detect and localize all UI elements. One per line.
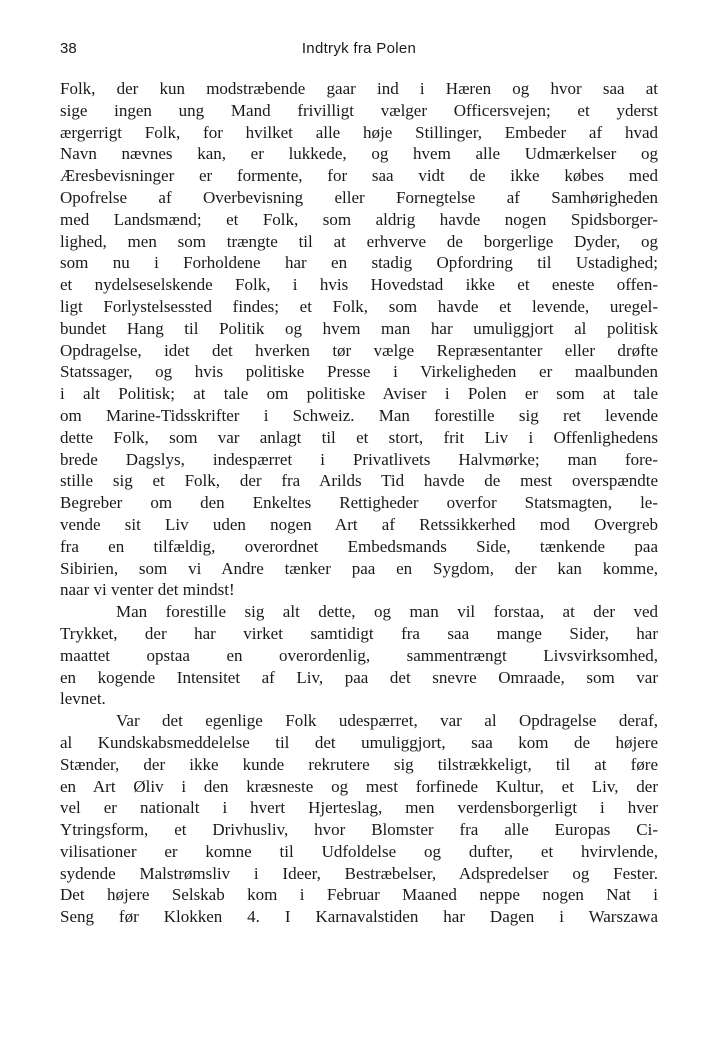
paragraph-end-line: naar vi venter det mindst! [60,580,235,600]
text-line: Trykket, der har virket samtidigt fra saa mange Sider, har [60,623,658,643]
text-line: bundet Hang til Politik og hvem man har umuliggjort al politisk [60,318,658,338]
text-line: Sibirien, som vi Andre tænker paa en Sygdom, der kan komme, [60,558,658,578]
paragraph-first-line: Man forestille sig alt dette, og man vil forstaa, at der ved [116,602,658,622]
text-line: Det højere Selskab kom i Februar Maaned neppe nogen Nat i [60,885,658,905]
paragraph-first-line: Var det egenlige Folk udespærret, var al Opdragelse deraf, [116,711,658,731]
text-line: vende sit Liv uden nogen Art af Retssikkerhed mod Overgreb [60,514,658,534]
text-line: en kogende Intensitet af Liv, paa det snevre Omraade, som var [60,667,658,687]
text-line: brede Dagslys, indespærret i Privatlivets Halvmørke; man fore- [60,449,658,469]
text-line: Opdragelse, idet det hverken tør vælge Repræsentanter eller drøfte [60,340,658,360]
running-title: Indtryk fra Polen [301,40,417,57]
text-line: sige ingen ung Mand frivilligt vælger Officersvejen; et yderst [60,100,658,120]
text-line: sydende Malstrømsliv i Ideer, Bestræbelser, Adspredelser og Fester. [60,863,658,883]
text-line: Æresbevisninger er formente, for saa vidt de ikke købes med [60,166,658,186]
text-line: Stænder, der ikke kunde rekrutere sig tilstrækkeligt, til at føre [60,754,658,774]
text-line: ærgerrigt Folk, for hvilket alle høje Stillinger, Embeder af hvad [60,122,658,142]
text-line: vilisationer er komne til Udfoldelse og dufter, et hvirvlende, [60,841,658,861]
text-line: Statssager, og hvis politiske Presse i Virkeligheden er maalbunden [60,362,658,382]
text-line: Seng før Klokken 4. I Karnavalstiden har Dagen i Warszawa [60,907,658,927]
page-header [60,40,658,64]
text-line: Opofrelse af Overbevisning eller Fornegtelse af Samhørigheden [60,187,658,207]
text-line: med Landsmænd; et Folk, som aldrig havde nogen Spidsborger- [60,209,658,229]
text-line: dette Folk, som var anlagt til et stort, frit Liv i Offenlighedens [60,427,658,447]
page-number: 38 [60,40,77,57]
text-line: Begreber om den Enkeltes Rettigheder overfor Statsmagten, le- [60,493,658,513]
paragraph-end-line: levnet. [60,689,106,709]
text-line: lighed, men som trængte til at erhverve de borgerlige Dyder, og [60,231,658,251]
text-line: ligt Forlystelsessted findes; et Folk, som havde et levende, uregel- [60,296,658,316]
text-line: Ytringsform, et Drivhusliv, hvor Blomster fra alle Europas Ci- [60,820,658,840]
text-line: i alt Politisk; at tale om politiske Aviser i Polen er som at tale [60,384,658,404]
text-line: et nydelseselskende Folk, i hvis Hovedstad ikke et eneste offen- [60,275,658,295]
text-line: vel er nationalt i hvert Hjerteslag, men verdensborgerligt i hver [60,798,658,818]
text-line: stille sig et Folk, der fra Arilds Tid havde de mest overspændte [60,471,658,491]
text-line: al Kundskabsmeddelelse til det umuliggjort, saa kom de højere [60,732,658,752]
body-text [60,78,658,928]
text-line: maattet opstaa en overordenlig, sammentrængt Livsvirksomhed, [60,645,658,665]
text-line: som nu i Forholdene har en stadig Opfordring til Ustadighed; [60,253,658,273]
text-line: om Marine-Tidsskrifter i Schweiz. Man forestille sig ret levende [60,405,658,425]
text-line: Navn nævnes kan, er lukkede, og hvem alle Udmærkelser og [60,144,658,164]
text-line: Folk, der kun modstræbende gaar ind i Hæren og hvor saa at [60,79,658,98]
text-line: en Art Øliv i den kræsneste og mest forfinede Kultur, et Liv, der [60,776,658,796]
text-line: fra en tilfældig, overordnet Embedsmands Side, tænkende paa [60,536,658,556]
